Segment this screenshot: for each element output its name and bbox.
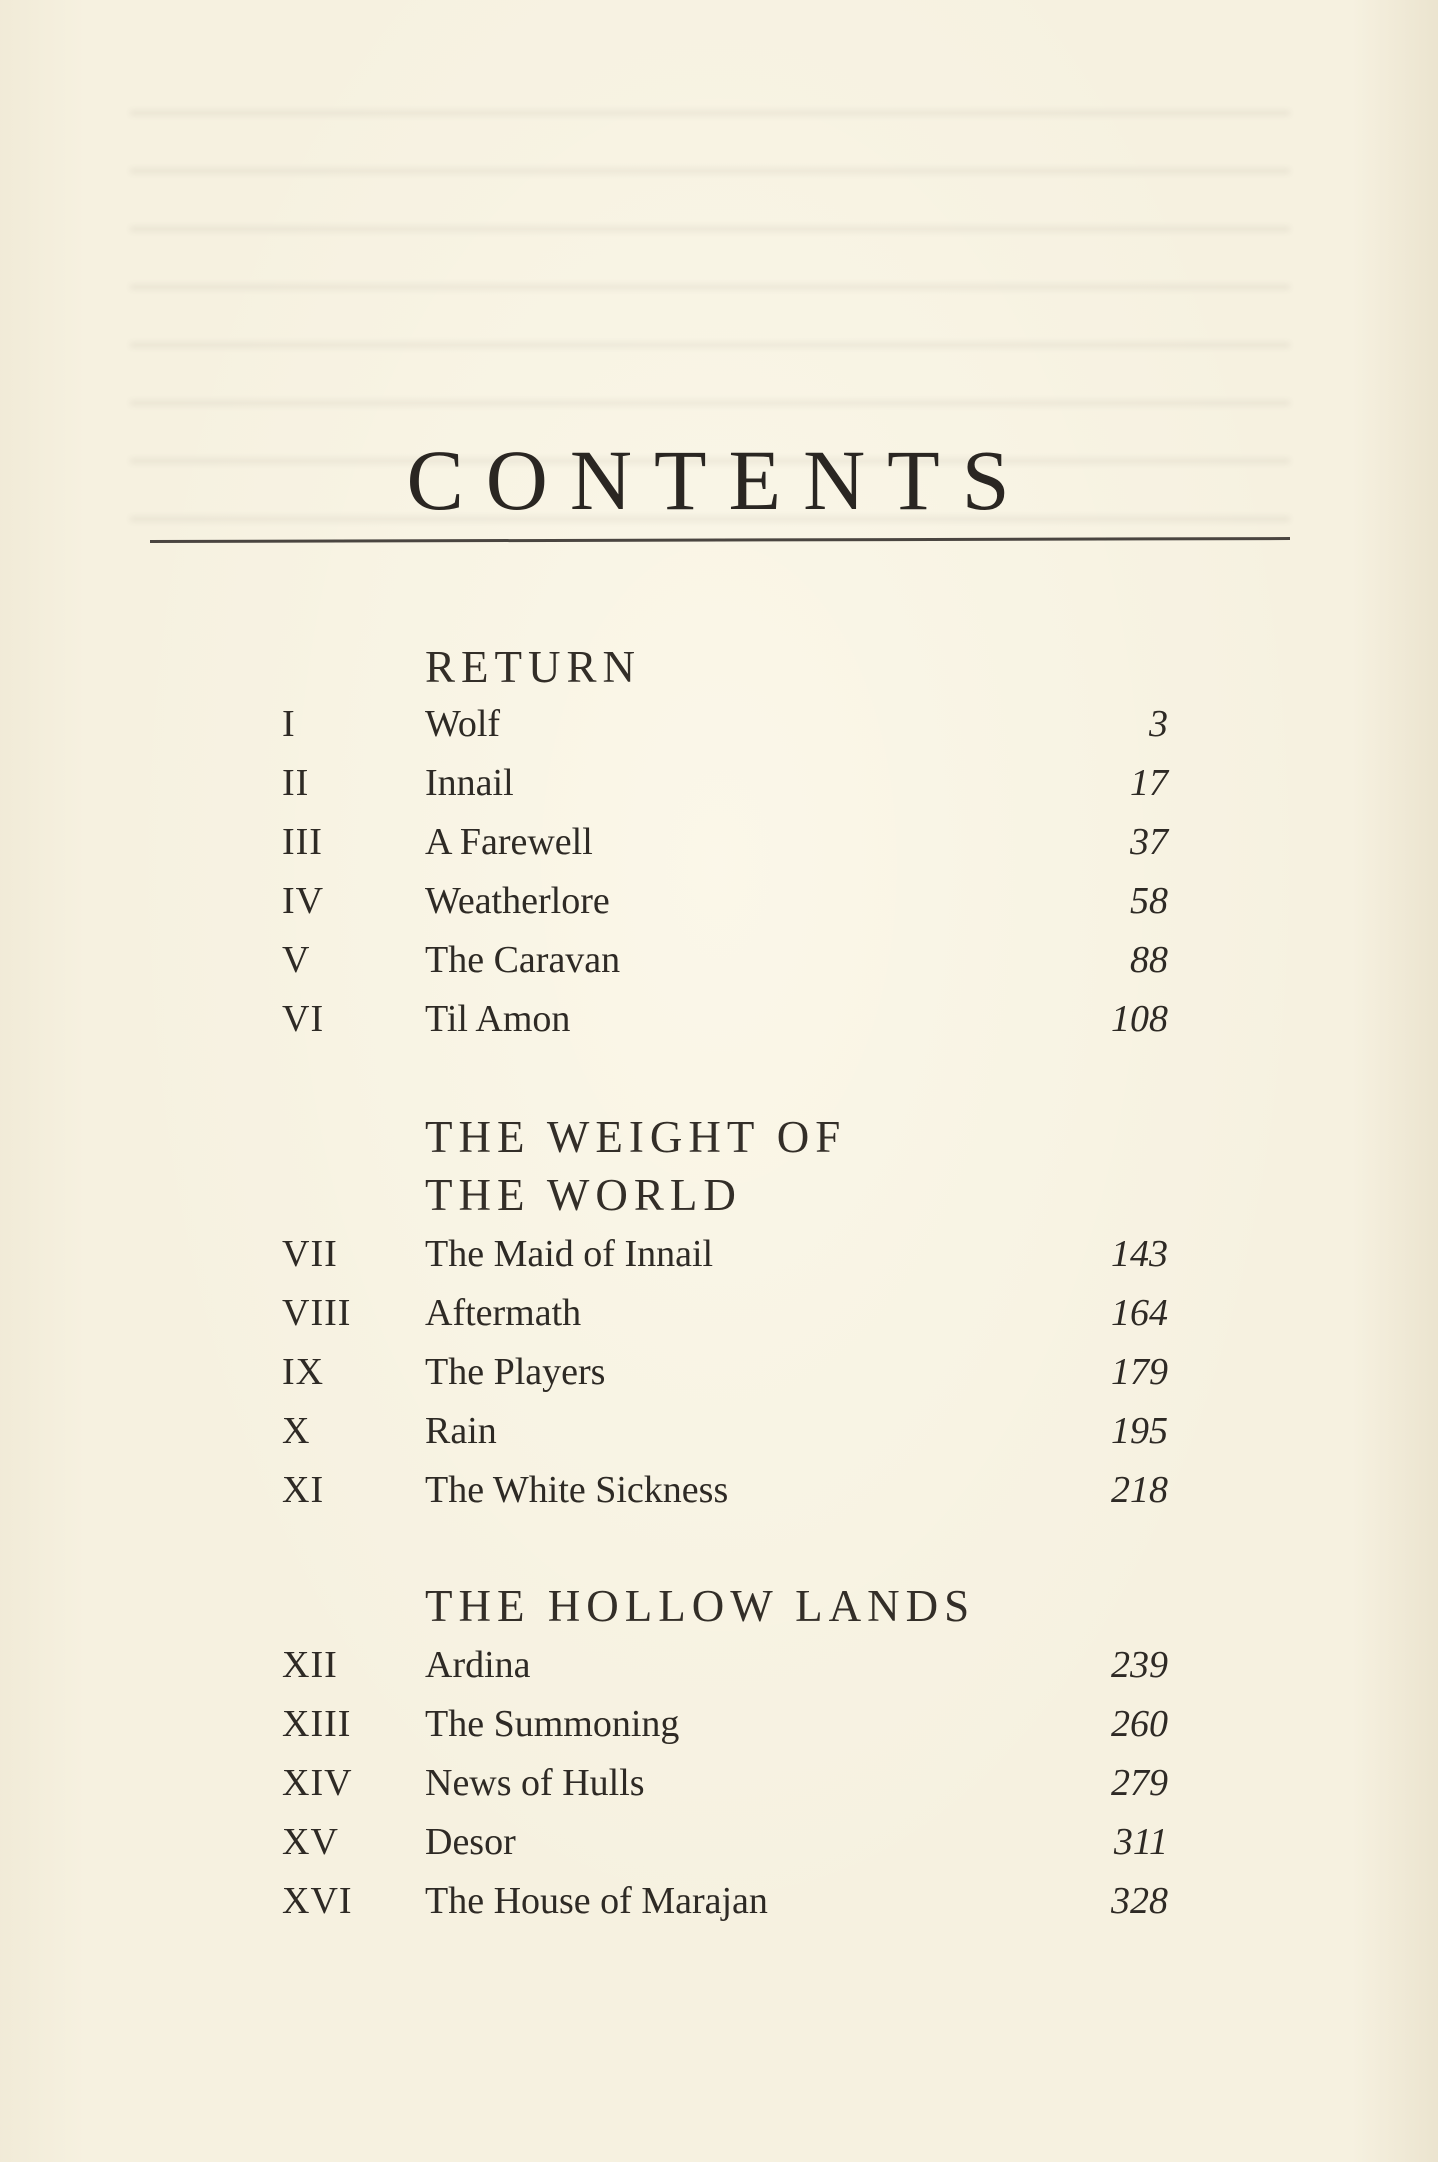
chapter-page: 218 [1111, 1469, 1168, 1511]
toc-entry[interactable] [0, 997, 1438, 1049]
chapter-page: 37 [1130, 821, 1168, 863]
chapter-number: VI [282, 998, 325, 1040]
toc-entry[interactable] [0, 1761, 1438, 1813]
chapter-number: IV [282, 880, 325, 922]
chapter-title: Til Amon [425, 998, 571, 1040]
chapter-number: VII [282, 1233, 338, 1275]
chapter-page: 311 [1113, 1821, 1168, 1863]
chapter-page: 3 [1149, 703, 1168, 745]
chapter-title: Wolf [425, 703, 501, 745]
toc-entry[interactable] [0, 702, 1438, 754]
chapter-page: 279 [1111, 1762, 1168, 1804]
chapter-number: VIII [282, 1292, 352, 1334]
toc-entry[interactable] [0, 1409, 1438, 1461]
part-heading-hollow-lands: THE HOLLOW LANDS [425, 1581, 976, 1631]
chapter-page: 108 [1111, 998, 1168, 1040]
chapter-page: 88 [1130, 939, 1168, 981]
chapter-number: X [282, 1410, 311, 1452]
chapter-page: 164 [1111, 1292, 1168, 1334]
chapter-title: The House of Marajan [425, 1880, 768, 1922]
chapter-title: The Maid of Innail [425, 1233, 714, 1275]
chapter-page: 58 [1130, 880, 1168, 922]
chapter-title: A Farewell [425, 821, 593, 863]
chapter-number: XIV [282, 1762, 353, 1804]
chapter-title: The Caravan [425, 939, 621, 981]
chapter-page: 195 [1111, 1410, 1168, 1452]
chapter-page: 17 [1130, 762, 1168, 804]
chapter-page: 179 [1111, 1351, 1168, 1393]
chapter-number: IX [282, 1351, 325, 1393]
title-rule [150, 537, 1290, 543]
chapter-title: The White Sickness [425, 1469, 729, 1511]
chapter-title: Innail [425, 762, 514, 804]
toc-entry[interactable] [0, 1879, 1438, 1931]
chapter-title: Ardina [425, 1644, 531, 1686]
chapter-page: 239 [1111, 1644, 1168, 1686]
chapter-page: 328 [1111, 1880, 1168, 1922]
chapter-title: Aftermath [425, 1292, 582, 1334]
part-heading-return: RETURN [425, 642, 641, 692]
toc-entry[interactable] [0, 1350, 1438, 1402]
chapter-number: XVI [282, 1880, 353, 1922]
chapter-number: V [282, 939, 311, 981]
chapter-title: News of Hulls [425, 1762, 645, 1804]
toc-entry[interactable] [0, 1232, 1438, 1284]
toc-entry[interactable] [0, 1820, 1438, 1872]
toc-entry[interactable] [0, 938, 1438, 990]
chapter-number: II [282, 762, 310, 804]
chapter-page: 260 [1111, 1703, 1168, 1745]
part-heading-weight-of-the-world: THE WEIGHT OF THE WORLD [425, 1112, 847, 1220]
chapter-number: III [282, 821, 323, 863]
chapter-number: XI [282, 1469, 325, 1511]
chapter-title: Weatherlore [425, 880, 610, 922]
chapter-number: XIII [282, 1703, 352, 1745]
chapter-number: XV [282, 1821, 339, 1863]
page-title: CONTENTS [406, 432, 1032, 528]
chapter-title: Rain [425, 1410, 497, 1452]
toc-entry[interactable] [0, 1291, 1438, 1343]
toc-entry[interactable] [0, 1702, 1438, 1754]
chapter-number: I [282, 703, 296, 745]
toc-entry[interactable] [0, 879, 1438, 931]
chapter-title: The Players [425, 1351, 606, 1393]
chapter-page: 143 [1111, 1233, 1168, 1275]
toc-entry[interactable] [0, 1643, 1438, 1695]
chapter-title: The Summoning [425, 1703, 680, 1745]
chapter-title: Desor [425, 1821, 516, 1863]
toc-entry[interactable] [0, 820, 1438, 872]
chapter-number: XII [282, 1644, 338, 1686]
toc-entry[interactable] [0, 1468, 1438, 1520]
toc-entry[interactable] [0, 761, 1438, 813]
